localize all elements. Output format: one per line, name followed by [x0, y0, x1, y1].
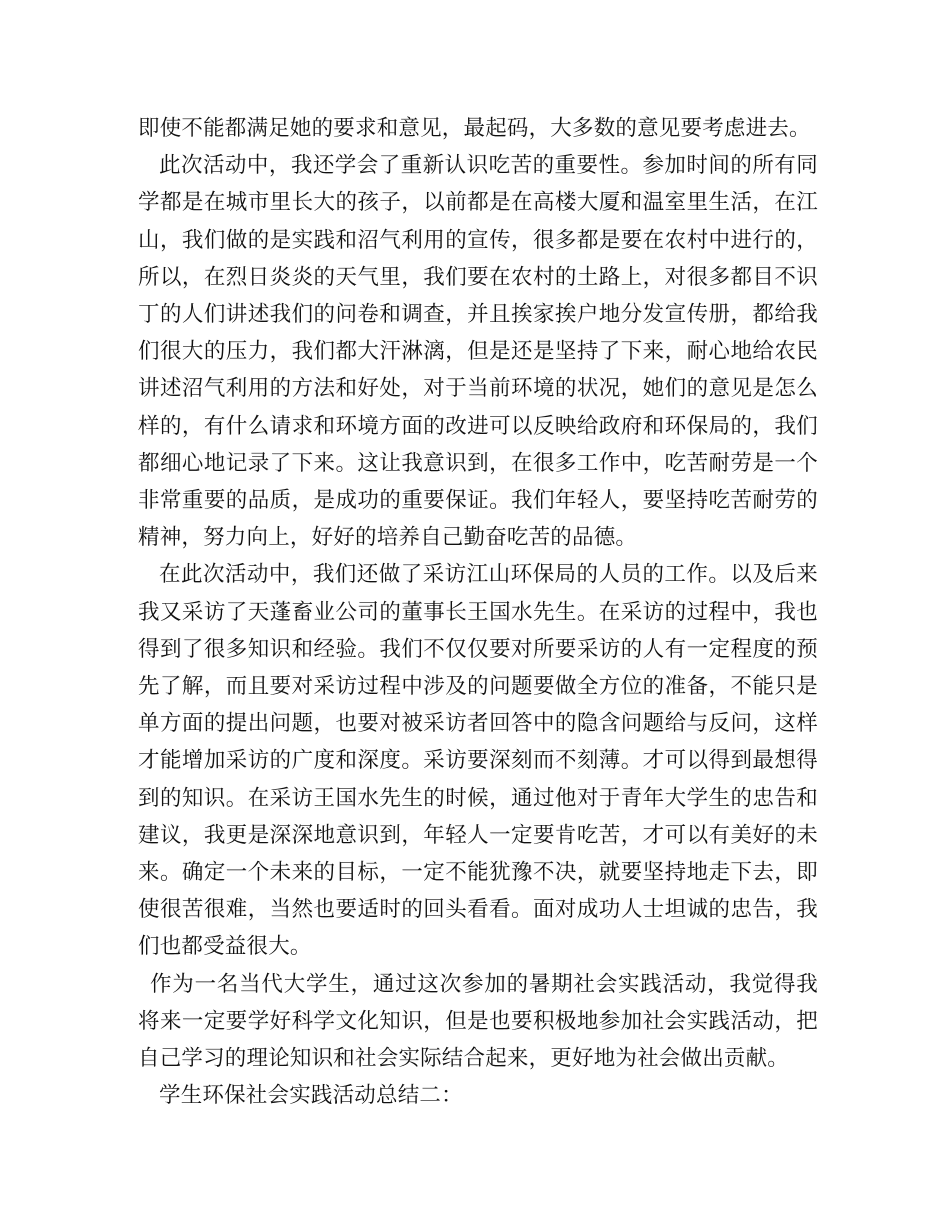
- section-heading: 学生环保社会实践活动总结二：: [159, 1083, 463, 1109]
- paragraph-continuation: 即使不能都满足她的要求和意见，最起码，大多数的意见要考虑进去。: [138, 116, 811, 141]
- paragraph-interview: 在此次活动中，我们还做了采访江山环保局的人员的工作。以及后来我又采访了天蓬畜业公司的董事长王国水先生。在采访的过程中，我也得到了很多知识和经验。我们不仅仅要对所要采访的人有一定程度的预先了解，而且要对采访过程中涉及的问题要做全方位的准备，不能只是单方面的提出问题，也要对被采访者回答中的隐含问题给与反问，这样才能增加采访的广度和深度。采访要深刻而不刻薄。才可以得到最想得到的知识。在采访王国水先生的时候，通过他对于青年大学生的忠告和建议，我更是深深地意识到，年轻人一定要肯吃苦，才可以有美好的未来。确定一个未来的目标，一定不能犹豫不决，就要坚持地走下去，即使很苦很难，当然也要适时的回头看看。面对成功人士坦诚的忠告，我们也都受益很大。: [138, 562, 818, 960]
- paragraph-hardship: 此次活动中，我还学会了重新认识吃苦的重要性。参加时间的所有同学都是在城市里长大的孩子，以前都是在高楼大厦和温室里生活，在江山，我们做的是实践和沼气利用的宣传，很多都是要在农村中进行的，所以，在烈日炎炎的天气里，我们要在农村的土路上，对很多都目不识丁的人们讲述我们的问卷和调查，并且挨家挨户地分发宣传册，都给我们很大的压力，我们都大汗淋漓，但是还是坚持了下来，耐心地给农民讲述沼气利用的方法和好处，对于当前环境的状况，她们的意见是怎么样的，有什么请求和环境方面的改进可以反映给政府和环保局的，我们都细心地记录了下来。这让我意识到，在很多工作中，吃苦耐劳是一个非常重要的品质，是成功的重要保证。我们年轻人，要坚持吃苦耐劳的精神，努力向上，好好的培养自己勤奋吃苦的品德。: [138, 153, 818, 551]
- document-body: [138, 110, 818, 1114]
- paragraph-conclusion: 作为一名当代大学生，通过这次参加的暑期社会实践活动，我觉得我将来一定要学好科学文化知识，但是也要积极地参加社会实践活动，把自己学习的理论知识和社会实际结合起来，更好地为社会做出贡献。: [138, 971, 818, 1072]
